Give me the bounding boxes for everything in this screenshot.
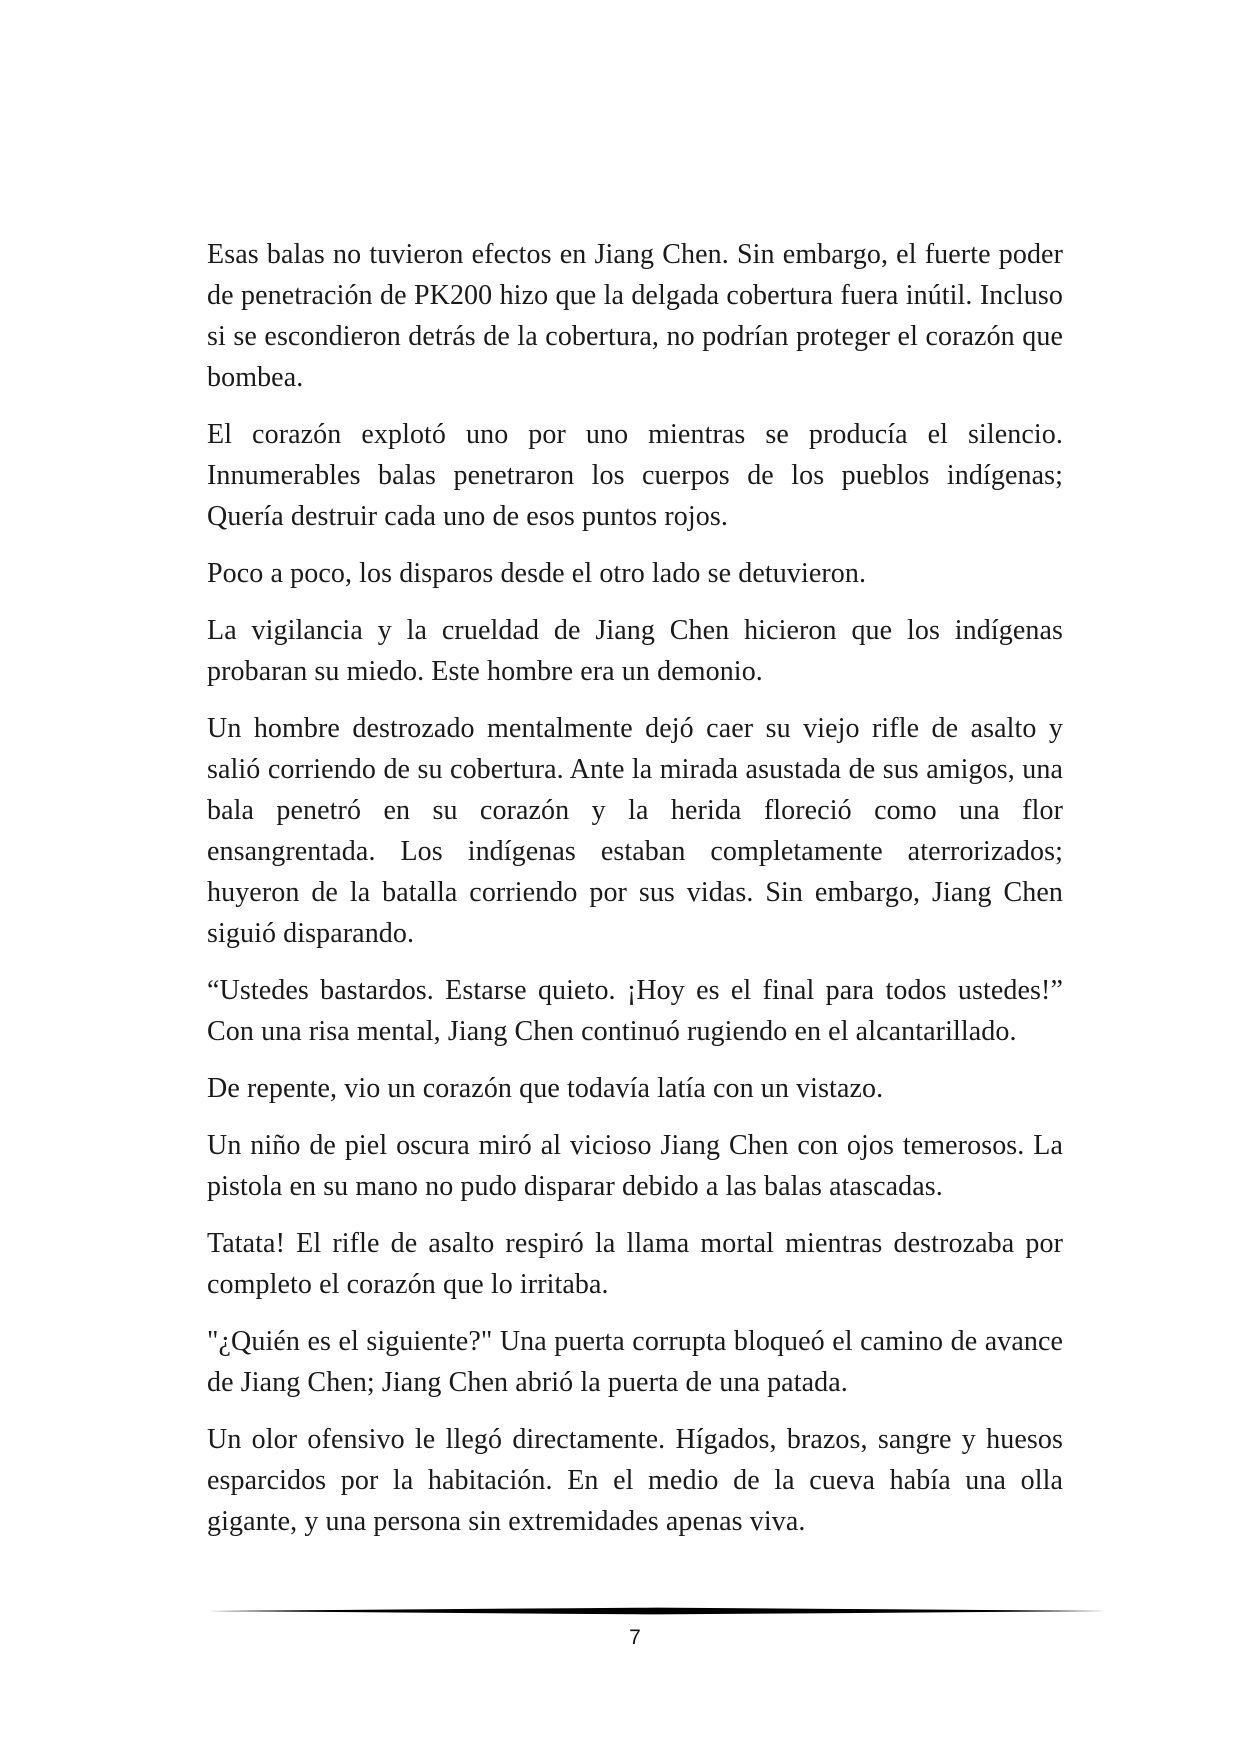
paragraph: Un olor ofensivo le llegó directamente. Hígados, brazos, sangre y huesos esparcidos por la habitación. En el medio de la cueva había una olla gigante, y una persona sin extremidades apenas viva. (207, 1424, 1063, 1537)
paragraph: Poco a poco, los disparos desde el otro lado se detuvieron. (207, 558, 867, 589)
footer-divider (207, 1606, 1107, 1616)
paragraph: Esas balas no tuvieron efectos en Jiang Chen. Sin embargo, el fuerte poder de penetración de PK200 hizo que la delgada cobertura fuera inútil. Incluso si se escondieron detrás de la cobertura, no podrían proteger el corazón que bombea. (207, 239, 1063, 393)
paragraph: Tatata! El rifle de asalto respiró la llama mortal mientras destrozaba por completo el corazón que lo irritaba. (207, 1228, 1063, 1300)
paragraph: Un hombre destrozado mentalmente dejó caer su viejo rifle de asalto y salió corriendo de su cobertura. Ante la mirada asustada de sus amigos, una bala penetró en su corazón y la herida floreció como una flor ensangrentada. Los indígenas estaban completamente aterrorizados; huyeron de la batalla corriendo por sus vidas. Sin embargo, Jiang Chen siguió disparando. (207, 713, 1063, 949)
paragraph: El corazón explotó uno por uno mientras se producía el silencio. Innumerables balas penetraron los cuerpos de los pueblos indígenas; Quería destruir cada uno de esos puntos rojos. (207, 419, 1063, 532)
paragraph: "¿Quién es el siguiente?" Una puerta corrupta bloqueó el camino de avance de Jiang Chen; Jiang Chen abrió la puerta de una patada. (207, 1326, 1063, 1398)
paragraph: Un niño de piel oscura miró al vicioso Jiang Chen con ojos temerosos. La pistola en su mano no pudo disparar debido a las balas atascadas. (207, 1130, 1063, 1202)
paragraph: “Ustedes bastardos. Estarse quieto. ¡Hoy es el final para todos ustedes!” Con una risa mental, Jiang Chen continuó rugiendo en el alcantarillado. (207, 975, 1063, 1047)
page-body (207, 234, 1063, 1558)
page-number: 7 (629, 1626, 641, 1649)
paragraph: De repente, vio un corazón que todavía latía con un vistazo. (207, 1073, 884, 1104)
paragraph: La vigilancia y la crueldad de Jiang Chen hicieron que los indígenas probaran su miedo. Este hombre era un demonio. (207, 615, 1063, 687)
